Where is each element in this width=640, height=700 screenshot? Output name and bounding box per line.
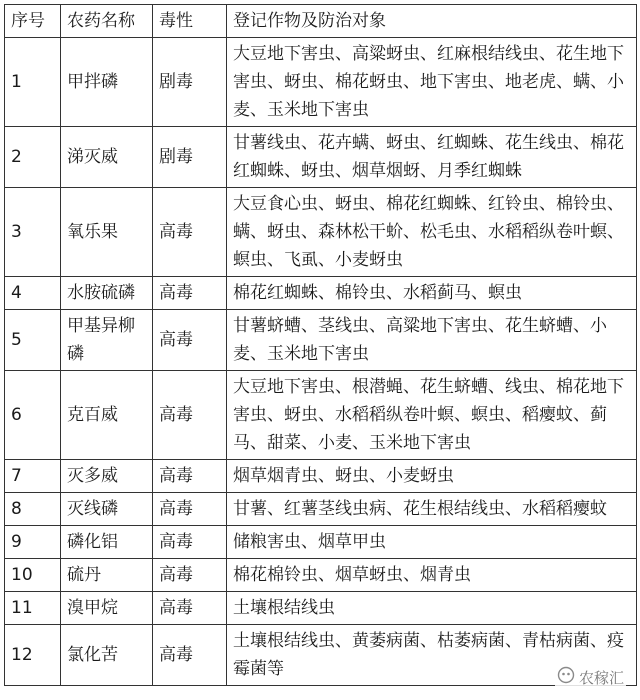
- table-row: [5, 625, 637, 686]
- header-number: 序号: [5, 5, 61, 38]
- table-row: [5, 493, 637, 526]
- cell-number: 6: [5, 371, 61, 460]
- cell-toxicity: 高毒: [153, 625, 227, 686]
- cell-registered-targets: 土壤根结线虫: [227, 592, 637, 625]
- cell-pesticide-name: 氯化苦: [61, 625, 153, 686]
- cell-toxicity: 高毒: [153, 592, 227, 625]
- cell-toxicity: 高毒: [153, 493, 227, 526]
- cell-pesticide-name: 灭线磷: [61, 493, 153, 526]
- table-row: [5, 460, 637, 493]
- table-row: [5, 371, 637, 460]
- cell-toxicity: 高毒: [153, 460, 227, 493]
- source-watermark: [555, 666, 626, 688]
- table-header-row: [5, 5, 637, 38]
- pesticide-table: [4, 4, 637, 686]
- cell-pesticide-name: 氧乐果: [61, 188, 153, 277]
- cell-toxicity: 高毒: [153, 310, 227, 371]
- table-row: [5, 38, 637, 127]
- cell-pesticide-name: 溴甲烷: [61, 592, 153, 625]
- table-row: [5, 592, 637, 625]
- cell-registered-targets: 棉花红蜘蛛、棉铃虫、水稻蓟马、螟虫: [227, 277, 637, 310]
- cell-registered-targets: 棉花棉铃虫、烟草蚜虫、烟青虫: [227, 559, 637, 592]
- cell-toxicity: 高毒: [153, 371, 227, 460]
- header-pesticide-name: 农药名称: [61, 5, 153, 38]
- table-row: [5, 188, 637, 277]
- cell-toxicity: 剧毒: [153, 127, 227, 188]
- cell-toxicity: 剧毒: [153, 38, 227, 127]
- table-row: [5, 127, 637, 188]
- cell-number: 2: [5, 127, 61, 188]
- cell-number: 7: [5, 460, 61, 493]
- watermark-text: 农稼汇: [578, 668, 624, 687]
- cell-registered-targets: 甘薯、红薯茎线虫病、花生根结线虫、水稻稻瘿蚊: [227, 493, 637, 526]
- table-row: [5, 277, 637, 310]
- table-row: [5, 559, 637, 592]
- cell-pesticide-name: 水胺硫磷: [61, 277, 153, 310]
- cell-number: 3: [5, 188, 61, 277]
- header-toxicity: 毒性: [153, 5, 227, 38]
- cell-number: 1: [5, 38, 61, 127]
- cell-toxicity: 高毒: [153, 559, 227, 592]
- cell-pesticide-name: 磷化铝: [61, 526, 153, 559]
- cell-pesticide-name: 灭多威: [61, 460, 153, 493]
- cell-registered-targets: 储粮害虫、烟草甲虫: [227, 526, 637, 559]
- wechat-channel-icon: [557, 666, 575, 688]
- cell-pesticide-name: 甲基异柳磷: [61, 310, 153, 371]
- table-body: [5, 38, 637, 686]
- cell-registered-targets: 大豆食心虫、蚜虫、棉花红蜘蛛、红铃虫、棉铃虫、螨、蚜虫、森林松干蚧、松毛虫、水稻稻纵卷叶螟、螟虫、飞虱、小麦蚜虫: [227, 188, 637, 277]
- cell-number: 11: [5, 592, 61, 625]
- table-row: [5, 310, 637, 371]
- cell-registered-targets: 大豆地下害虫、高粱蚜虫、红麻根结线虫、花生地下害虫、蚜虫、棉花蚜虫、地下害虫、地老虎、螨、小麦、玉米地下害虫: [227, 38, 637, 127]
- cell-toxicity: 高毒: [153, 188, 227, 277]
- cell-registered-targets: 大豆地下害虫、根潜蝇、花生蛴螬、线虫、棉花地下害虫、蚜虫、水稻稻纵卷叶螟、螟虫、稻瘿蚊、蓟马、甜菜、小麦、玉米地下害虫: [227, 371, 637, 460]
- cell-number: 8: [5, 493, 61, 526]
- cell-registered-targets: 土壤根结线虫、黄萎病菌、枯萎病菌、青枯病菌、疫霉菌等: [227, 625, 637, 686]
- cell-pesticide-name: 甲拌磷: [61, 38, 153, 127]
- table-row: [5, 526, 637, 559]
- cell-toxicity: 高毒: [153, 277, 227, 310]
- cell-registered-targets: 甘薯蛴螬、茎线虫、高粱地下害虫、花生蛴螬、小麦、玉米地下害虫: [227, 310, 637, 371]
- cell-pesticide-name: 涕灭威: [61, 127, 153, 188]
- cell-pesticide-name: 硫丹: [61, 559, 153, 592]
- cell-number: 9: [5, 526, 61, 559]
- pesticide-table-container: [4, 4, 636, 686]
- header-registered-targets: 登记作物及防治对象: [227, 5, 637, 38]
- cell-number: 10: [5, 559, 61, 592]
- cell-pesticide-name: 克百威: [61, 371, 153, 460]
- cell-number: 4: [5, 277, 61, 310]
- cell-toxicity: 高毒: [153, 526, 227, 559]
- cell-number: 12: [5, 625, 61, 686]
- cell-registered-targets: 甘薯线虫、花卉螨、蚜虫、红蜘蛛、花生线虫、棉花红蜘蛛、蚜虫、烟草烟蚜、月季红蜘蛛: [227, 127, 637, 188]
- cell-registered-targets: 烟草烟青虫、蚜虫、小麦蚜虫: [227, 460, 637, 493]
- cell-number: 5: [5, 310, 61, 371]
